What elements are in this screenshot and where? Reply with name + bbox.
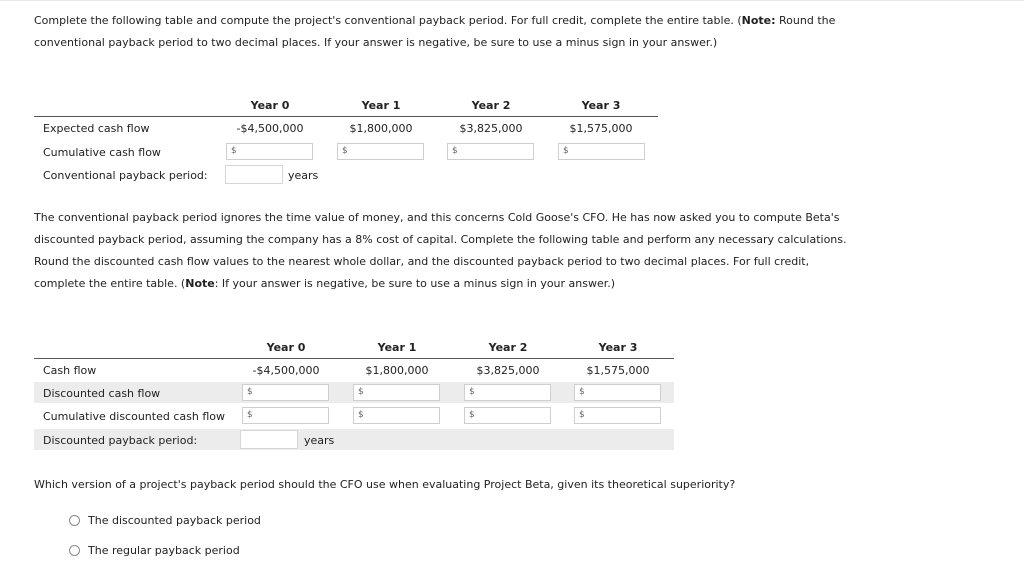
- t1-expected-year3: $1,575,000: [569, 122, 633, 135]
- dollar-sign: $: [579, 387, 585, 397]
- t2-discounted-year3-input[interactable]: [574, 384, 661, 401]
- dollar-sign: $: [579, 410, 585, 420]
- t1-header-year1: Year 1: [361, 99, 401, 112]
- t2-discounted-label: Discounted cash flow: [43, 387, 161, 400]
- discounted-instructions: The conventional payback period ignores the time value of money, and this concerns Cold Goose's CFO. He has now asked you to compute Beta's discounted payback period, assuming the company has a 8% cost of capital. Complete the following table and perform any necessary calculations. Round the discounted cash flow values to the nearest whole dollar, and the discounted payback period to two decimal places. For full credit, complete the entire table. (Note: If your answer is negative, be sure to use a minus sign in your answer.): [34, 211, 847, 290]
- t1-years-unit: years: [288, 169, 319, 182]
- t1-cumulative-year0-input[interactable]: [226, 143, 313, 160]
- top-divider: [0, 0, 1024, 1]
- t1-cumulative-year3-input[interactable]: [558, 143, 645, 160]
- dollar-sign: $: [231, 146, 237, 156]
- dollar-sign: $: [469, 387, 475, 397]
- radio-regular-payback[interactable]: [69, 545, 80, 556]
- t2-header-year0: Year 0: [266, 341, 306, 354]
- dollar-sign: $: [358, 387, 364, 397]
- t2-cumulative-year1-input[interactable]: [353, 407, 440, 424]
- t2-years-unit: years: [304, 434, 335, 447]
- t1-header-rule: [34, 116, 658, 117]
- dollar-sign: $: [247, 410, 253, 420]
- option-discounted-payback-label[interactable]: The discounted payback period: [88, 514, 261, 527]
- t2-discounted-payback-label: Discounted payback period:: [43, 434, 198, 447]
- t2-cashflow-year1: $1,800,000: [365, 364, 429, 377]
- t1-expected-year1: $1,800,000: [349, 122, 413, 135]
- t1-cumulative-label: Cumulative cash flow: [43, 146, 161, 159]
- t2-cashflow-label: Cash flow: [43, 364, 97, 377]
- payback-choice-question: Which version of a project's payback period should the CFO use when evaluating Project Beta, given its theoretical superiority?: [34, 478, 736, 491]
- t2-discounted-year0-input[interactable]: [242, 384, 329, 401]
- t1-header-year2: Year 2: [471, 99, 511, 112]
- dollar-sign: $: [358, 410, 364, 420]
- t1-expected-year2: $3,825,000: [459, 122, 523, 135]
- t1-expected-year0: -$4,500,000: [236, 122, 304, 135]
- t2-cashflow-year2: $3,825,000: [476, 364, 540, 377]
- t2-discounted-year2-input[interactable]: [464, 384, 551, 401]
- t2-header-rule: [34, 358, 674, 359]
- t2-header-year2: Year 2: [488, 341, 528, 354]
- t1-expected-label: Expected cash flow: [43, 122, 150, 135]
- t1-cumulative-year1-input[interactable]: [337, 143, 424, 160]
- conventional-payback-input[interactable]: [225, 165, 283, 184]
- dollar-sign: $: [342, 146, 348, 156]
- dollar-sign: $: [469, 410, 475, 420]
- dollar-sign: $: [452, 146, 458, 156]
- radio-discounted-payback[interactable]: [69, 515, 80, 526]
- t1-header-year0: Year 0: [250, 99, 290, 112]
- t2-cashflow-year3: $1,575,000: [586, 364, 650, 377]
- t1-cumulative-year2-input[interactable]: [447, 143, 534, 160]
- t2-cashflow-year0: -$4,500,000: [252, 364, 320, 377]
- t2-header-year3: Year 3: [598, 341, 638, 354]
- intro-instructions: Complete the following table and compute the project's conventional payback period. For full credit, complete the entire table. (Note: Round the conventional payback period to two decimal places. If your answer is negative, be sure to use a minus sign in your answer.): [34, 14, 836, 49]
- dollar-sign: $: [247, 387, 253, 397]
- t2-discounted-year1-input[interactable]: [353, 384, 440, 401]
- t2-cumulative-year2-input[interactable]: [464, 407, 551, 424]
- t1-header-year3: Year 3: [581, 99, 621, 112]
- t2-cumulative-discounted-label: Cumulative discounted cash flow: [43, 410, 225, 423]
- t2-header-year1: Year 1: [377, 341, 417, 354]
- t2-cumulative-year0-input[interactable]: [242, 407, 329, 424]
- option-regular-payback-label[interactable]: The regular payback period: [88, 544, 240, 557]
- t1-payback-label: Conventional payback period:: [43, 169, 208, 182]
- discounted-payback-input[interactable]: [240, 430, 298, 449]
- dollar-sign: $: [563, 146, 569, 156]
- t2-cumulative-year3-input[interactable]: [574, 407, 661, 424]
